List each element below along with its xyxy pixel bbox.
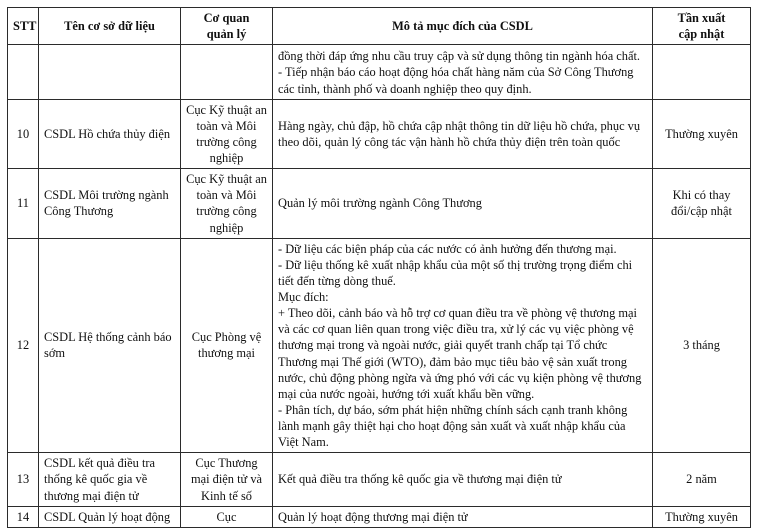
description-paragraph: đồng thời đáp ứng nhu cầu truy cập và sử dụng thông tin ngành hóa chất.	[278, 49, 641, 64]
table-body	[8, 45, 751, 527]
description-paragraph: - Tiếp nhận báo cáo hoạt động hóa chất hàng năm của Sở Công Thương các tỉnh, thành phố và doanh nghiệp theo quy định.	[278, 65, 634, 96]
cell-description	[273, 238, 653, 453]
cell-description	[273, 99, 653, 169]
cell-managing-agency: Cục Kỹ thuật an toàn và Môi trường công nghiệp	[181, 99, 273, 169]
cell-managing-agency	[181, 45, 273, 99]
cell-managing-agency: Cục	[181, 506, 273, 527]
table-header-row	[8, 8, 751, 45]
cell-stt: 12	[8, 238, 39, 453]
description-block	[278, 509, 647, 525]
cell-description	[273, 169, 653, 239]
cell-update-frequency: Thường xuyên	[653, 506, 751, 527]
cell-managing-agency: Cục Thương mại điện tử và Kinh tế số	[181, 453, 273, 506]
cell-database-name	[39, 45, 181, 99]
table-header	[8, 8, 751, 45]
cell-database-name: CSDL Hệ thống cảnh báo sớm	[39, 238, 181, 453]
description-block	[278, 471, 647, 487]
description-block	[278, 241, 647, 451]
description-paragraph: Hàng ngày, chủ đập, hồ chứa cập nhật thông tin dữ liệu hồ chứa, phục vụ theo dõi, quản lý công tác vận hành hồ chứa thủy điện trên toàn quốc	[278, 118, 641, 149]
cell-stt: 10	[8, 99, 39, 169]
column-header-org-line1: Cơ quan	[203, 11, 250, 25]
column-header-org-line2: quản lý	[206, 27, 247, 42]
cell-database-name: CSDL Quản lý hoạt động	[39, 506, 181, 527]
cell-database-name: CSDL Hồ chứa thủy điện	[39, 99, 181, 169]
description-paragraph: Quản lý hoạt động thương mại điện tử	[278, 509, 468, 524]
column-header-freq-line1: Tần xuất	[677, 11, 726, 25]
cell-update-frequency: Khi có thay đổi/cập nhật	[653, 169, 751, 239]
table-row	[8, 453, 751, 506]
table-row	[8, 506, 751, 527]
description-block	[278, 118, 647, 150]
cell-description	[273, 506, 653, 527]
cell-update-frequency: Thường xuyên	[653, 99, 751, 169]
column-header-freq-line2: cập nhật	[678, 27, 725, 42]
column-header-org	[181, 8, 273, 45]
column-header-name: Tên cơ sở dữ liệu	[39, 8, 181, 45]
cell-stt: 14	[8, 506, 39, 527]
description-paragraph: Kết quả điều tra thống kê quốc gia về thương mại điện tử	[278, 472, 562, 487]
description-paragraph: - Dữ liệu thống kê xuất nhập khẩu của một số thị trường trọng điểm chi tiết đến từng dòng thuế.	[278, 257, 633, 288]
cell-stt: 13	[8, 453, 39, 506]
column-header-freq	[653, 8, 751, 45]
cell-managing-agency: Cục Kỹ thuật an toàn và Môi trường công nghiệp	[181, 169, 273, 239]
table-row	[8, 45, 751, 99]
description-paragraph: - Phân tích, dự báo, sớm phát hiện những chính sách cạnh tranh không lành mạnh gây thiệt hại cho hoạt động sản xuất và xuất nhập khẩu của Việt Nam.	[278, 402, 628, 450]
description-paragraph: Mục đích:	[278, 290, 329, 304]
cell-managing-agency: Cục Phòng vệ thương mại	[181, 238, 273, 453]
cell-update-frequency	[653, 45, 751, 99]
cell-database-name: CSDL Môi trường ngành Công Thương	[39, 169, 181, 239]
description-paragraph: + Theo dõi, cảnh báo và hỗ trợ cơ quan điều tra về phòng vệ thương mại và các cơ quan liên quan trong việc điều tra, xử lý các vụ việc phòng vệ thương mại trong và ngoài nước, giải quyết tranh chấp tại Tổ chức Thương mại Thế giới (WTO), đảm bảo mục tiêu bảo vệ sản xuất trong nước, chủ động phòng ngừa và ứng phó với các vụ kiện phòng vệ thương mại của nước ngoài, hướng tới xuất khẩu bền vững.	[278, 306, 642, 401]
cell-description	[273, 45, 653, 99]
table-row	[8, 238, 751, 453]
description-paragraph: - Dữ liệu các biện pháp của các nước có ảnh hưởng đến thương mại.	[278, 241, 617, 256]
csdl-table	[7, 7, 751, 528]
description-paragraph: Quản lý môi trường ngành Công Thương	[278, 196, 482, 211]
cell-description	[273, 453, 653, 506]
table-row	[8, 99, 751, 169]
cell-database-name: CSDL kết quả điều tra thống kê quốc gia về thương mại điện tử	[39, 453, 181, 506]
cell-stt	[8, 45, 39, 99]
cell-stt: 11	[8, 169, 39, 239]
description-block	[278, 195, 647, 211]
table-row	[8, 169, 751, 239]
column-header-stt: STT	[8, 8, 39, 45]
column-header-desc: Mô tả mục đích của CSDL	[273, 8, 653, 45]
description-block	[278, 48, 647, 96]
cell-update-frequency: 3 tháng	[653, 238, 751, 453]
cell-update-frequency: 2 năm	[653, 453, 751, 506]
